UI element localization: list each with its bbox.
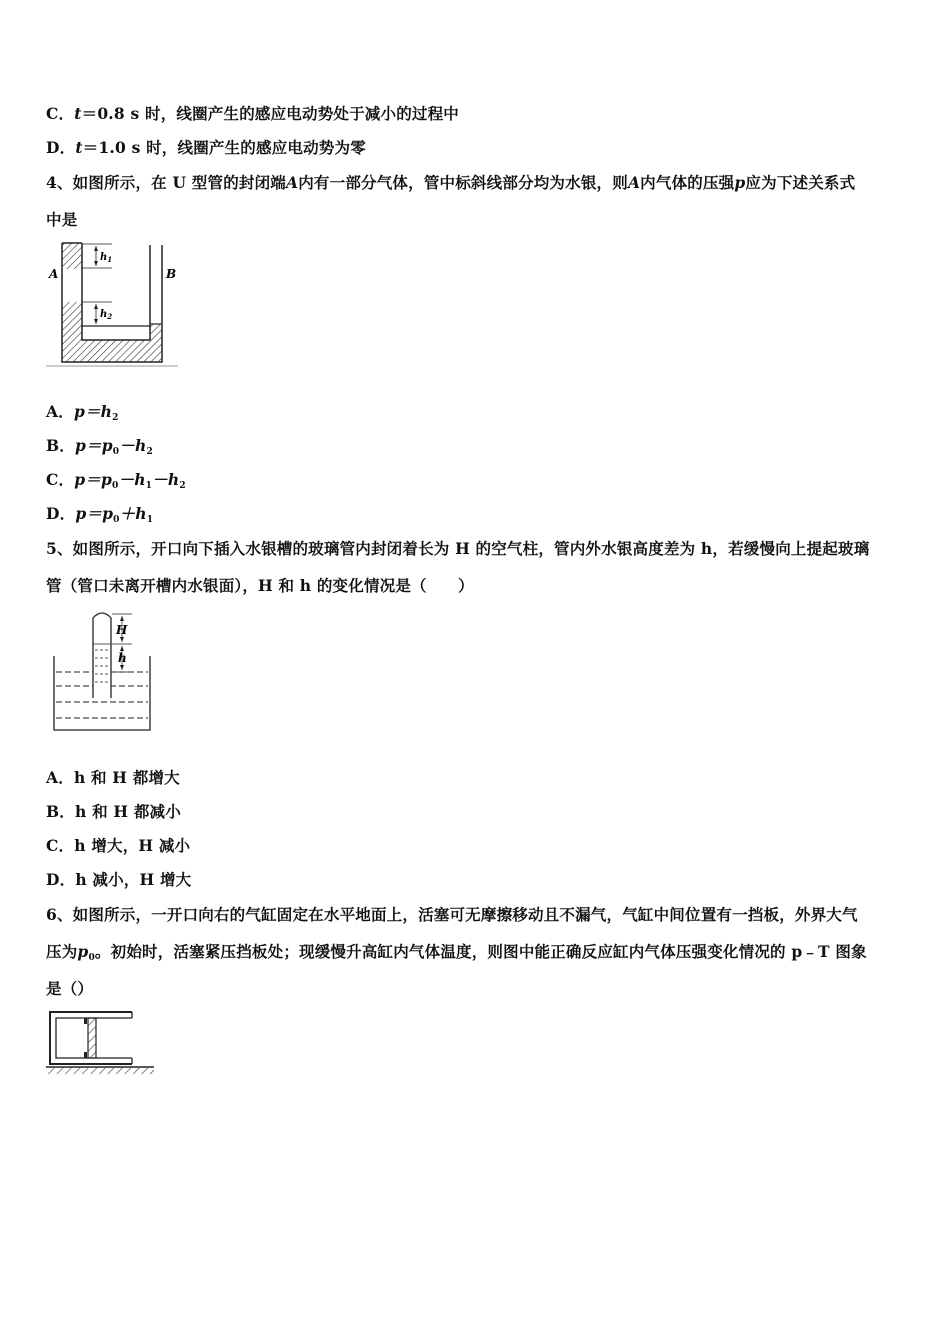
q4-mercury-top	[62, 243, 82, 269]
q5-stem: 5、如图所示，开口向下插入水银槽的玻璃管内封闭着长为 H 的空气柱，管内外水银高度差为 h，若缓慢向上提起玻璃	[46, 539, 870, 558]
q4-mercury-left	[62, 302, 82, 326]
q6-stop-top	[84, 1018, 87, 1024]
q5-tube-figure	[46, 606, 156, 734]
q5-label-small-h: h	[118, 651, 127, 665]
q6-cylinder-figure	[46, 1008, 158, 1078]
q4-label-h2: $h_2$	[100, 309, 113, 321]
q4-stem: 4、如图所示，在 U 型管的封闭端A内有一部分气体，管中标斜线部分均为水银，则A内气体的压强p应为下述关系式	[46, 173, 856, 192]
q4-option-a: A．$p=h_2$	[46, 402, 119, 423]
q5-option-c: C．h 增大，H 减小	[46, 836, 191, 855]
q5-option-a: A．h 和 H 都增大	[46, 768, 180, 787]
q4-option-b: B．$p=p_0-h_2$	[46, 436, 153, 457]
q4-option-d: D．$p=p_0+h_1$	[46, 504, 154, 525]
q6-stop-bottom	[84, 1052, 87, 1058]
q4-option-c: C．$p=p_0-h_1-h_2$	[46, 470, 186, 491]
q4-label-h1: $h_1$	[100, 252, 113, 264]
q6-stem-line3: 是（）	[46, 979, 94, 998]
q6-piston	[88, 1018, 96, 1058]
q4-stem-line2: 中是	[46, 210, 78, 229]
q5-option-d: D．h 减小，H 增大	[46, 870, 192, 889]
q5-glass-tube	[93, 613, 111, 698]
q5-option-b: B．h 和 H 都减小	[46, 802, 181, 821]
q4-mercury-bottom	[62, 324, 162, 362]
q3-option-d: D．t＝1.0 s 时，线圈产生的感应电动势为零	[46, 138, 366, 157]
q4-label-b: B	[166, 267, 177, 281]
q6-stem: 6、如图所示，一开口向右的气缸固定在水平地面上，活塞可无摩擦移动且不漏气，气缸中间位置有一挡板，外界大气	[46, 905, 858, 924]
q5-label-big-h: H	[116, 623, 128, 637]
q5-stem-line2: 管（管口未离开槽内水银面），H 和 h 的变化情况是（ ）	[46, 576, 474, 595]
q4-label-a: A	[49, 267, 59, 281]
q3-option-c: C．t＝0.8 s 时，线圈产生的感应电动势处于减小的过程中	[46, 104, 460, 123]
q6-stem-line2: 压为$p_0$。初始时，活塞紧压挡板处；现缓慢升高缸内气体温度，则图中能正确反应缸内气体压强变化情况的 p﹣T 图象	[46, 942, 867, 963]
q4-u-tube-figure	[46, 240, 181, 370]
